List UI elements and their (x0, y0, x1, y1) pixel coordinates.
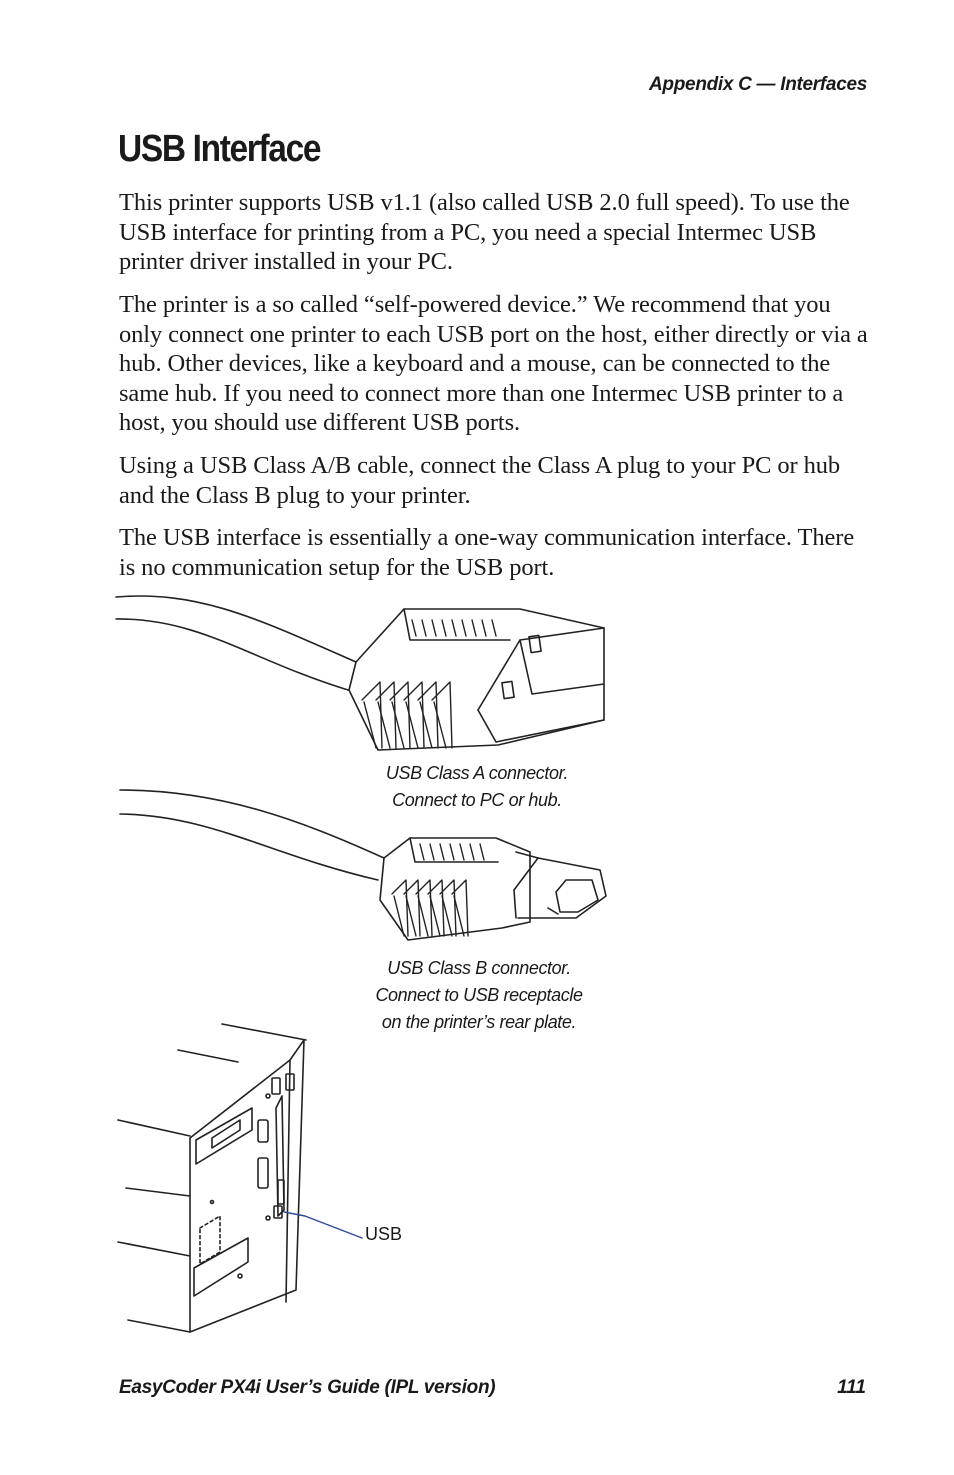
class-b-caption (340, 955, 618, 1036)
class-b-caption-line-3: on the printer’s rear plate. (381, 1012, 577, 1032)
paragraph-cable: Using a USB Class A/B cable, connect the Class A plug to your PC or hub and the Class B plug to your printer. (119, 452, 841, 509)
printer-rear-drawing (118, 1024, 306, 1332)
class-a-connector-drawing (116, 596, 604, 750)
usb-port-label: USB (365, 1224, 403, 1244)
class-b-caption-line-2: Connect to USB receptacle (375, 985, 583, 1005)
class-b-caption-line-1: USB Class B connector. (387, 958, 571, 978)
paragraph-usb-support: This printer supports USB v1.1 (also called USB 2.0 full speed). To use the USB interface for printing from a PC, you need a special Intermec USB printer driver installed in your PC. (119, 189, 850, 275)
usb-callout-line (284, 1212, 362, 1238)
running-header: Appendix C — Interfaces (649, 74, 867, 95)
paragraph-self-powered: The printer is a so called “self-powered device.” We recommend that you only connect one printer to each USB port on the host, either directly or via a hub. Other devices, like a keyboard and a mouse, can be connected to the same hub. If you need to connect more than one Intermec USB printer to a host, you should use different USB ports. (119, 291, 868, 436)
footer-guide-title: EasyCoder PX4i User’s Guide (IPL version) (119, 1377, 496, 1398)
class-a-caption (355, 760, 599, 814)
paragraph-one-way: The USB interface is essentially a one-way communication interface. There is no communication setup for the USB port. (119, 524, 855, 581)
class-a-caption-line-1: USB Class A connector. (385, 763, 569, 783)
page-number: 111 (837, 1377, 866, 1398)
class-a-caption-line-2: Connect to PC or hub. (392, 790, 562, 810)
page-title: USB Interface (118, 128, 321, 170)
